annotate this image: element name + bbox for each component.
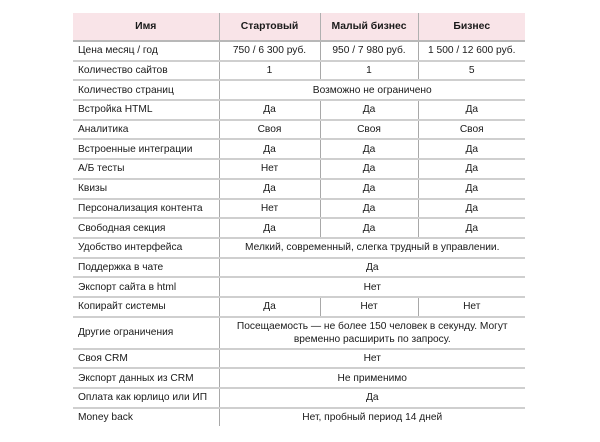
table-row [73,179,525,199]
header-plan-business: Бизнес [418,13,525,41]
cell-merged: Возможно не ограничено [219,80,525,100]
cell-starter: Своя [219,120,320,140]
header-plan-small-business: Малый бизнес [320,13,418,41]
table-row [73,199,525,219]
cell-merged: Не применимо [219,368,525,388]
table-row [73,297,525,317]
cell-starter: Нет [219,199,320,219]
cell-small-business: Да [320,218,418,238]
cell-business: Да [418,199,525,219]
cell-merged: Нет [219,349,525,369]
row-label: Цена месяц / год [73,41,219,61]
table-row [73,277,525,297]
cell-starter: 750 / 6 300 руб. [219,41,320,61]
cell-starter: Да [219,297,320,317]
cell-small-business: Да [320,139,418,159]
table-row [73,100,525,120]
header-name: Имя [73,13,219,41]
row-label: Оплата как юрлицо или ИП [73,388,219,408]
table-row [73,218,525,238]
cell-business: Да [418,100,525,120]
cell-merged: Да [219,388,525,408]
row-label: Экспорт сайта в html [73,277,219,297]
cell-starter: Да [219,218,320,238]
cell-small-business: Да [320,100,418,120]
comparison-table-container [73,13,525,426]
cell-business: Нет [418,297,525,317]
cell-business: Да [418,139,525,159]
row-label: Своя CRM [73,349,219,369]
row-label: Экспорт данных из CRM [73,368,219,388]
row-label: Другие ограничения [73,317,219,349]
table-row [73,408,525,427]
header-plan-starter: Стартовый [219,13,320,41]
table-row [73,238,525,258]
row-label: Копирайт системы [73,297,219,317]
table-row [73,41,525,61]
cell-starter: 1 [219,61,320,81]
cell-merged: Да [219,258,525,278]
pricing-comparison-table [73,13,525,426]
row-label: Количество сайтов [73,61,219,81]
cell-small-business: Нет [320,297,418,317]
cell-starter: Да [219,100,320,120]
table-row [73,61,525,81]
row-label: Квизы [73,179,219,199]
table-row [73,120,525,140]
row-label: Поддержка в чате [73,258,219,278]
row-label: Встройка HTML [73,100,219,120]
row-label: Свободная секция [73,218,219,238]
table-row [73,317,525,349]
cell-merged: Посещаемость — не более 150 человек в секунду. Могут временно расширить по запросу. [219,317,525,349]
row-label: Money back [78,412,133,424]
row-label: А/Б тесты [73,159,219,179]
cell-merged: Нет, пробный период 14 дней [219,408,525,427]
cell-merged: Мелкий, современный, слегка трудный в управлении. [219,238,525,258]
cell-business: Да [418,159,525,179]
table-row [73,368,525,388]
cell-small-business: 1 [320,61,418,81]
cell-small-business: Своя [320,120,418,140]
table-row [73,159,525,179]
header-row [73,13,525,41]
cell-starter: Нет [219,159,320,179]
row-label: Удобство интерфейса [73,238,219,258]
table-row [73,349,525,369]
cell-business: Своя [418,120,525,140]
row-label: Встроенные интеграции [73,139,219,159]
cell-business: 5 [418,61,525,81]
cell-business: Да [418,179,525,199]
cell-starter: Да [219,179,320,199]
table-row [73,139,525,159]
row-label: Количество страниц [73,80,219,100]
cell-small-business: Да [320,179,418,199]
cell-small-business: Да [320,199,418,219]
row-label: Аналитика [73,120,219,140]
cell-starter: Да [219,139,320,159]
cell-small-business: Да [320,159,418,179]
cell-small-business: 950 / 7 980 руб. [320,41,418,61]
table-row [73,388,525,408]
row-label: Персонализация контента [73,199,219,219]
table-row [73,80,525,100]
cell-business: 1 500 / 12 600 руб. [418,41,525,61]
cell-business: Да [418,218,525,238]
cell-merged: Нет [219,277,525,297]
table-row [73,258,525,278]
